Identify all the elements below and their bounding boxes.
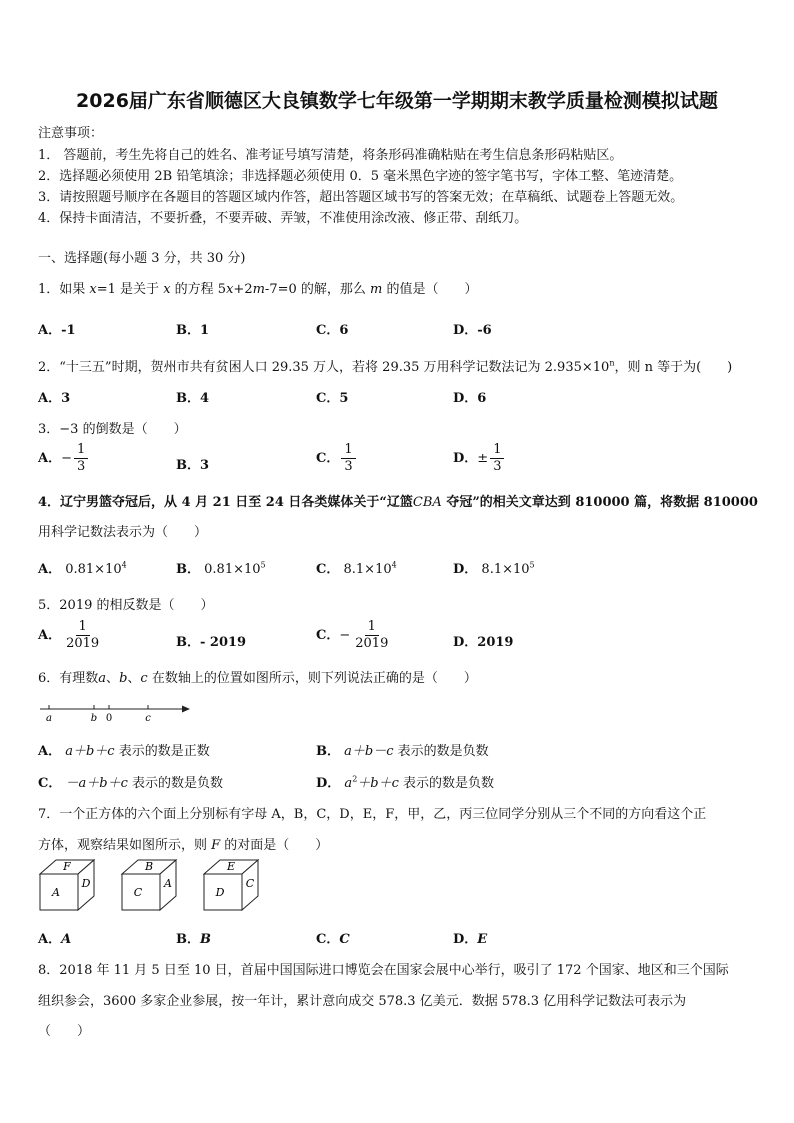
cube-front-label: A xyxy=(52,886,60,899)
question-8-stem: 8．2018 年 11 月 5 日至 10 日，首届中国国际进口博览会在国家会展中心举行，吸引了 172 个国家、地区和三个国际 xyxy=(38,963,729,978)
question-8-stem-line2: 组织参会，3600 多家企业参展，按一年计，累计意向成交 578.3 亿美元．数据 578.3 亿用科学记数法可表示为 xyxy=(38,994,687,1009)
option-a[interactable]: A．-1 xyxy=(38,323,76,338)
cube-front-label: C xyxy=(133,886,143,899)
option-c[interactable]: C．C xyxy=(316,932,350,947)
option-a[interactable]: A． $0.81\times 10^4$ xyxy=(38,560,127,577)
cube-side-label: C xyxy=(245,877,255,890)
section-heading: 一、选择题(每小题 3 分，共 30 分) xyxy=(38,251,246,266)
fraction: $\frac{1}{3}$ xyxy=(341,442,355,475)
option-a[interactable]: A．3 xyxy=(38,391,71,406)
notice-item: 2．选择题必须使用 2B 铅笔填涂；非选择题必须使用 0．5 毫米黑色字迹的签字笔书写，字体工整、笔迹清楚。 xyxy=(38,169,683,184)
page-title: 2026届广东省顺德区大良镇数学七年级第一学期期末教学质量检测模拟试题 xyxy=(76,90,718,112)
option-d[interactable]: D．2019 xyxy=(453,635,514,650)
cube-front-label: D xyxy=(215,886,225,899)
option-c[interactable]: C．5 xyxy=(316,391,349,406)
option-a[interactable]: A．A xyxy=(38,932,72,947)
question-1-stem: 1．如果 x=1 是关于 x 的方程 5x+2m-7=0 的解，那么 m 的值是（ ） xyxy=(38,282,478,297)
question-4-stem-line2: 用科学记数法表示为（ ） xyxy=(38,525,208,540)
option-d[interactable]: D．± $\frac{1}{3}$ xyxy=(453,442,506,475)
option-d[interactable]: D． $8.1\times 10^5$ xyxy=(453,560,535,577)
notice-item: 4．保持卡面清洁，不要折叠，不要弄破、弄皱，不准使用涂改液、修正带、刮纸刀。 xyxy=(38,211,528,226)
cube-side-label: D xyxy=(81,877,91,890)
option-d[interactable]: D．E xyxy=(453,932,488,947)
option-b[interactable]: B． a＋b－c 表示的数是负数 xyxy=(316,744,489,759)
cube-figure xyxy=(120,856,182,912)
notice-item: 3．请按照题号顺序在各题目的答题区域内作答，超出答题区域书写的答案无效；在草稿纸、试题卷上答题无效。 xyxy=(38,190,684,205)
question-2-stem: 2．“十三五”时期，贺州市共有贫困人口 29.35 万人，若将 29.35 万用科学记数法记为 $2.935\times 10^n$，则 n 等于为( ) xyxy=(38,358,733,375)
question-8-stem-line3: （ ） xyxy=(38,1024,91,1039)
option-d[interactable]: D．-6 xyxy=(453,323,492,338)
fraction: $\frac{1}{3}$ xyxy=(74,442,88,475)
option-b[interactable]: B．3 xyxy=(176,458,210,473)
question-5-stem: 5．2019 的相反数是（ ） xyxy=(38,598,214,613)
axis-label-0: 0 xyxy=(105,713,113,724)
question-7-stem-line2: 方体，观察结果如图所示，则 F 的对面是（ ） xyxy=(38,838,329,853)
option-c[interactable]: C．− $\frac{1}{2019}$ xyxy=(316,619,393,652)
cube-figure xyxy=(202,856,264,912)
cube-top-label: B xyxy=(144,860,154,873)
option-c[interactable]: C． －a＋b＋c 表示的数是负数 xyxy=(38,776,223,791)
option-d[interactable]: D．6 xyxy=(453,391,487,406)
number-line-figure xyxy=(38,700,193,726)
question-6-stem: 6．有理数a、b、c 在数轴上的位置如图所示，则下列说法正确的是（ ） xyxy=(38,671,477,686)
fraction: $\frac{1}{2019}$ xyxy=(355,619,389,651)
notice-heading: 注意事项： xyxy=(38,126,104,141)
option-b[interactable]: B． $0.81\times 10^5$ xyxy=(176,560,266,577)
question-4-stem: 4．辽宁男篮夺冠后，从 4 月 21 日至 24 日各类媒体关于“辽篮CBA 夺冠”的相关文章达到 810000 篇，将数据 810000 xyxy=(38,495,758,510)
option-b[interactable]: B．- 2019 xyxy=(176,635,247,650)
axis-label-a: a xyxy=(46,713,52,724)
cube-top-label: F xyxy=(63,860,71,873)
number-line-arrow xyxy=(182,706,190,713)
option-d[interactable]: D． $a^2+b+c$ 表示的数是负数 xyxy=(316,774,495,791)
fraction: $\frac{1}{2019}$ xyxy=(66,619,100,651)
option-a[interactable]: A． a＋b＋c 表示的数是正数 xyxy=(38,744,210,759)
cube-top-label: E xyxy=(226,860,236,873)
cube-side-label: A xyxy=(164,877,172,890)
option-a[interactable]: A．− $\frac{1}{3}$ xyxy=(38,442,90,475)
option-b[interactable]: B．4 xyxy=(176,391,210,406)
question-7-stem: 7．一个正方体的六个面上分别标有字母 A，B，C，D，E，F，甲，乙，丙三位同学分别从三个不同的方向看这个正 xyxy=(38,807,707,822)
option-b[interactable]: B．B xyxy=(176,932,211,947)
option-c[interactable]: C． $8.1\times 10^4$ xyxy=(316,560,397,577)
option-b[interactable]: B．1 xyxy=(176,323,210,338)
fraction: $\frac{1}{3}$ xyxy=(490,442,504,475)
cube-figure xyxy=(38,856,100,912)
option-c[interactable]: C．6 xyxy=(316,323,349,338)
notice-item: 1． 答题前，考生先将自己的姓名、准考证号填写清楚，将条形码准确粘贴在考生信息条形码粘贴区。 xyxy=(38,148,623,163)
axis-label-b: b xyxy=(90,713,98,724)
axis-label-c: c xyxy=(145,713,151,724)
option-a[interactable]: A． $\frac{1}{2019}$ xyxy=(38,619,104,652)
option-c[interactable]: C． $\frac{1}{3}$ xyxy=(316,442,358,475)
question-3-stem: 3．−3 的倒数是（ ） xyxy=(38,422,187,437)
